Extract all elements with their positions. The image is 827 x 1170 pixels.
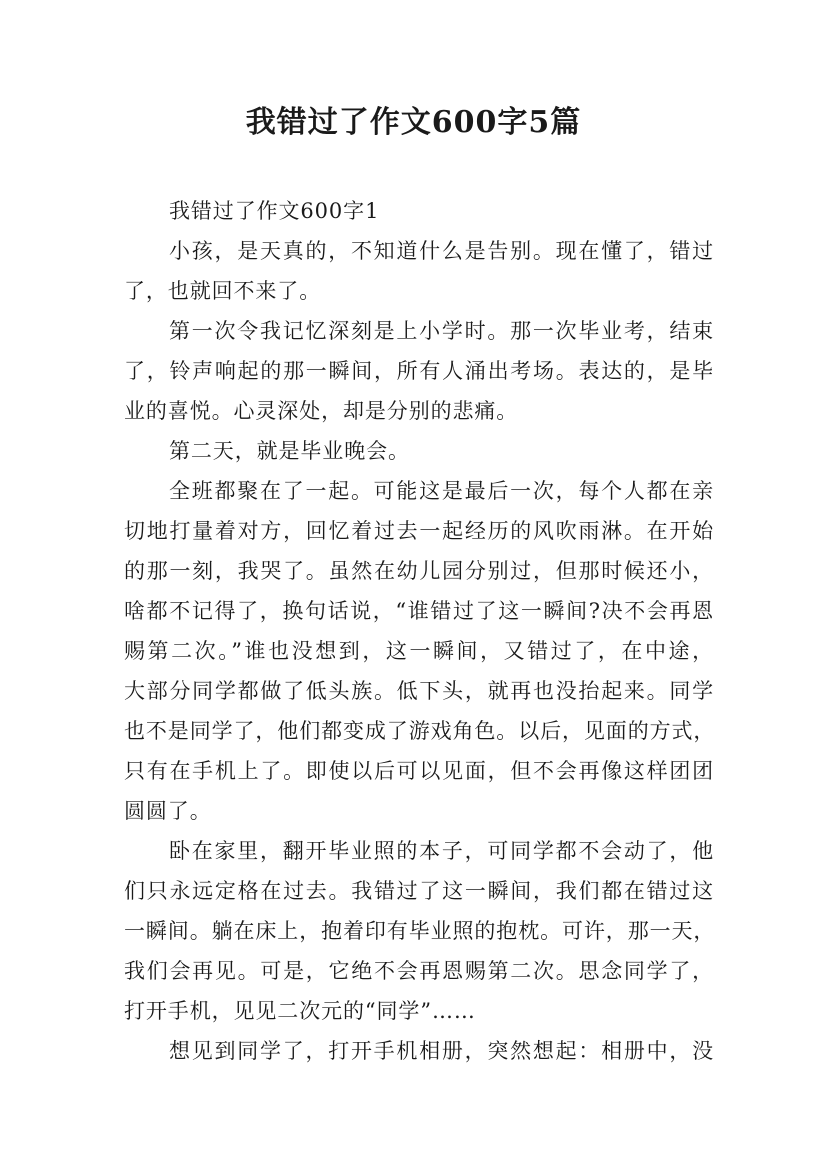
paragraph-line: 大部分同学都做了低头族。低下头，就再也没抬起来。同学: [124, 679, 714, 703]
paragraph-line: 了，也就回不来了。: [124, 279, 322, 303]
paragraph-line: 想见到同学了，打开手机相册，突然想起：相册中，没: [169, 1039, 714, 1063]
paragraph-line: 圆圆了。: [124, 799, 212, 823]
paragraph-line: 全班都聚在了一起。可能这是最后一次，每个人都在亲: [169, 479, 714, 503]
paragraph-line: 第一次令我记忆深刻是上小学时。那一次毕业考，结束: [169, 319, 714, 343]
paragraph-line: 第二天，就是毕业晚会。: [169, 439, 410, 463]
paragraph-line: 们只永远定格在过去。我错过了这一瞬间，我们都在错过这: [124, 879, 714, 903]
paragraph-line: 卧在家里，翻开毕业照的本子，可同学都不会动了，他: [169, 839, 714, 863]
paragraph-line: 一瞬间。躺在床上，抱着印有毕业照的抱枕。可许，那一天，: [124, 919, 716, 943]
paragraph-line: 的那一刻，我哭了。虽然在幼儿园分别过，但那时候还小，: [124, 559, 714, 583]
paragraph-line: 了，铃声响起的那一瞬间，所有人涌出考场。表达的，是毕: [124, 359, 714, 383]
paragraph-line: 赐第二次。”谁也没想到，这一瞬间，又错过了，在中途，: [124, 639, 714, 663]
paragraph-line: 也不是同学了，他们都变成了游戏角色。以后，见面的方式，: [124, 719, 716, 743]
paragraph-line: 业的喜悦。心灵深处，却是分别的悲痛。: [124, 399, 519, 423]
document-title: 我错过了作文600字5篇: [245, 105, 582, 140]
document-body: [124, 191, 714, 1071]
section-heading: 我错过了作文600字1: [169, 199, 380, 223]
paragraph-line: 啥都不记得了，换句话说，“谁错过了这一瞬间?决不会再恩: [124, 599, 714, 623]
paragraph-line: 只有在手机上了。即使以后可以见面，但不会再像这样团团: [124, 759, 714, 783]
paragraph-line: 我们会再见。可是，它绝不会再恩赐第二次。思念同学了，: [124, 959, 714, 983]
paragraph-line: 小孩，是天真的，不知道什么是告别。现在懂了，错过: [169, 239, 714, 263]
paragraph-line: 打开手机，见见二次元的“同学”……: [124, 999, 476, 1023]
paragraph-line: 切地打量着对方，回忆着过去一起经历的风吹雨淋。在开始: [124, 519, 714, 543]
